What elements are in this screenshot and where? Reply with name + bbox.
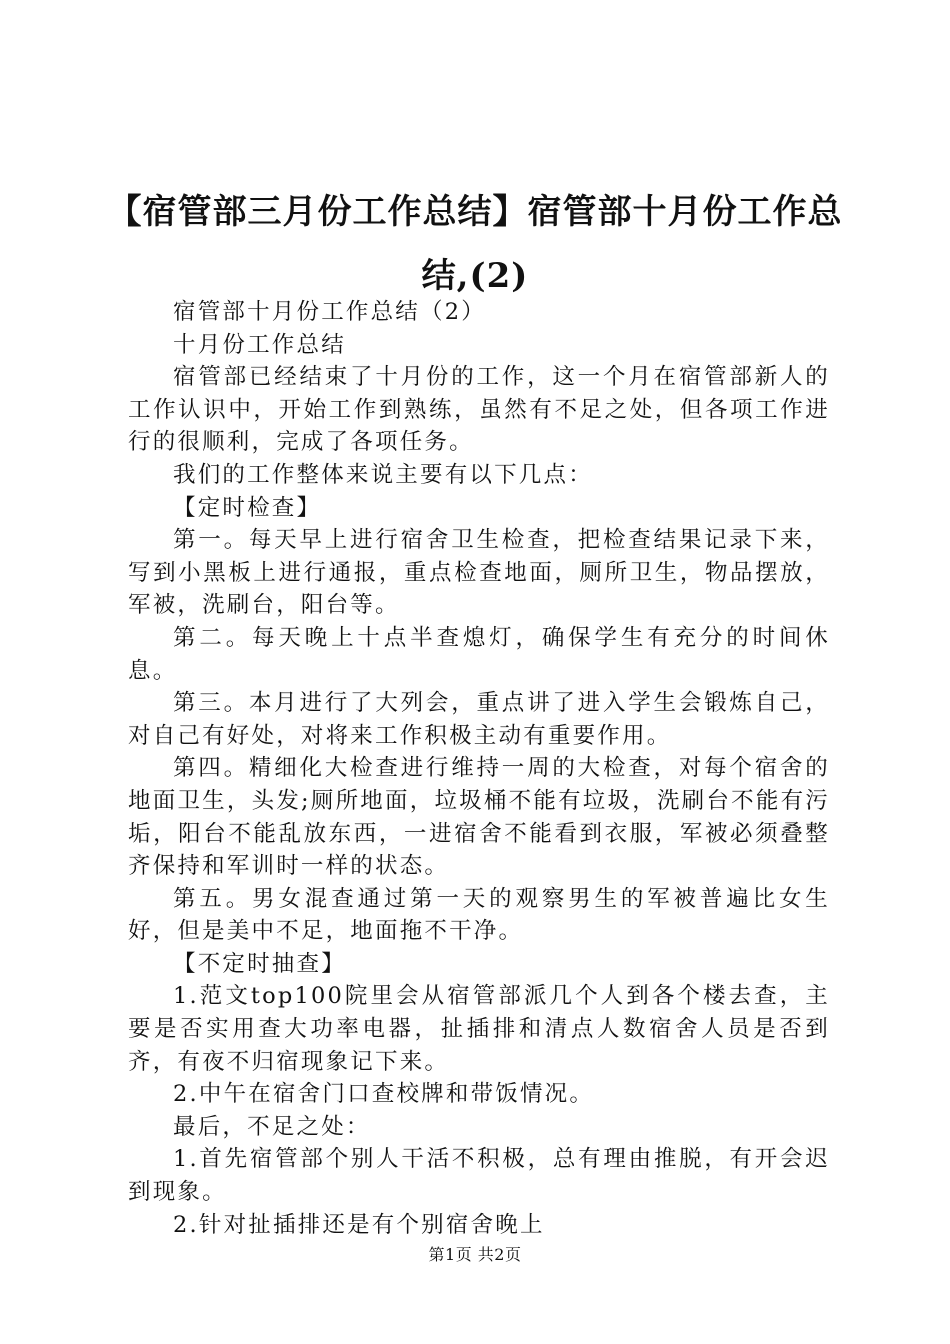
paragraph: 十月份工作总结 bbox=[173, 331, 346, 358]
paragraph: 2.针对扯插排还是有个别宿舍晚上 bbox=[173, 1211, 545, 1238]
document-title: 【宿管部三月份工作总结】宿管部十月份工作总结,(2) bbox=[107, 192, 843, 296]
section-heading: 【定时检查】 bbox=[173, 494, 322, 521]
paragraph: 第四。精细化大检查进行维持一周的大检查，对每个宿舍的地面卫生，头发;厕所地面，垃圾桶不能有垃圾，洗刷台不能有污垢，阳台不能乱放东西，一进宿舍不能看到衣服，军被必须叠整齐保持和军训时一样的状态。 bbox=[128, 755, 830, 880]
section-heading: 【不定时抽查】 bbox=[173, 950, 346, 977]
document-body bbox=[128, 296, 830, 1241]
paragraph: 第一。每天早上进行宿舍卫生检查，把检查结果记录下来，写到小黑板上进行通报，重点检查地面，厕所卫生，物品摆放，军被，洗刷台，阳台等。 bbox=[128, 527, 830, 619]
paragraph: 2.中午在宿舍门口查校牌和带饭情况。 bbox=[173, 1081, 595, 1108]
page-footer: 第1页 共2页 bbox=[428, 1245, 522, 1264]
paragraph: 1.范文top100院里会从宿管部派几个人到各个楼去查，主要是否实用查大功率电器，扯插排和清点人数宿舍人员是否到齐，有夜不归宿现象记下来。 bbox=[128, 983, 830, 1075]
paragraph: 第五。男女混查通过第一天的观察男生的军被普遍比女生好，但是美中不足，地面拖不干净。 bbox=[128, 885, 830, 945]
paragraph: 宿管部已经结束了十月份的工作，这一个月在宿管部新人的工作认识中，开始工作到熟练，虽然有不足之处，但各项工作进行的很顺利，完成了各项任务。 bbox=[128, 364, 830, 456]
paragraph: 第二。每天晚上十点半查熄灯，确保学生有充分的时间休息。 bbox=[128, 624, 830, 684]
paragraph: 宿管部十月份工作总结（2） bbox=[173, 299, 486, 325]
paragraph: 我们的工作整体来说主要有以下几点： bbox=[173, 461, 593, 488]
paragraph: 1.首先宿管部个别人干活不积极，总有理由推脱，有开会迟到现象。 bbox=[128, 1146, 830, 1206]
paragraph: 最后，不足之处： bbox=[173, 1113, 371, 1140]
paragraph: 第三。本月进行了大列会，重点讲了进入学生会锻炼自己，对自己有好处，对将来工作积极主动有重要作用。 bbox=[128, 690, 830, 749]
